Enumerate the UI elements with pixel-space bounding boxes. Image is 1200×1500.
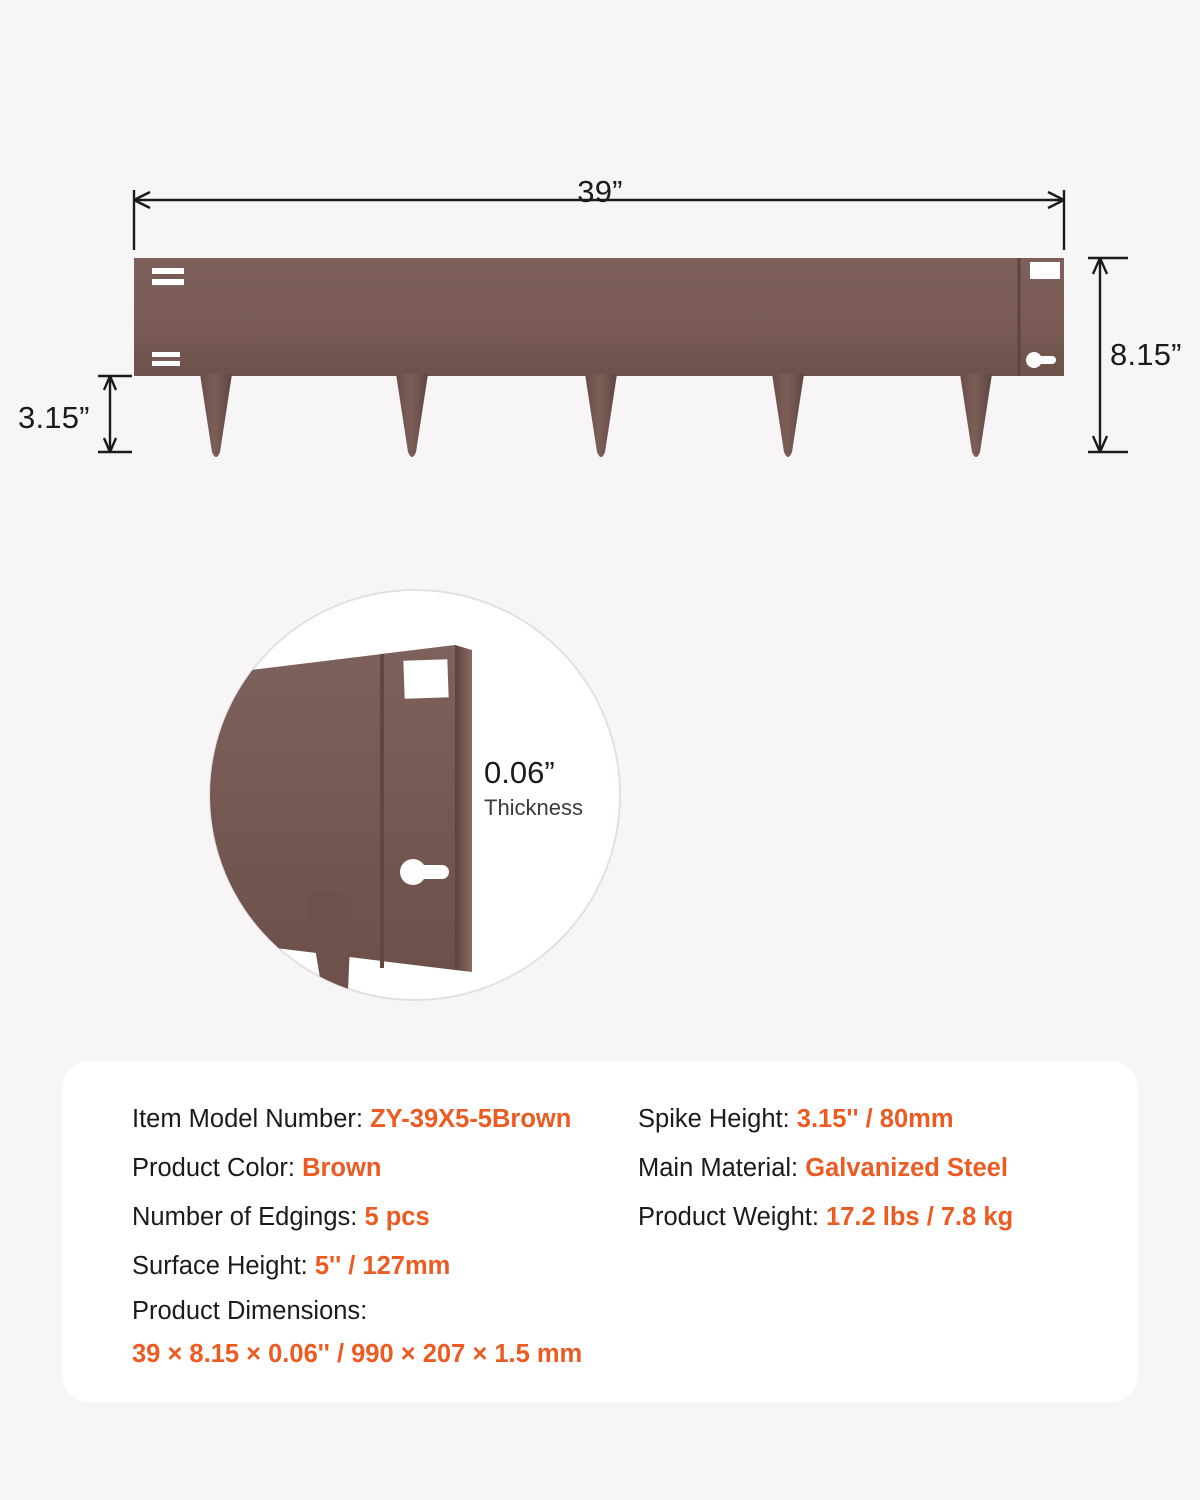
spec-item-number-of-edgings	[132, 1193, 600, 1242]
edging-panel-illustration	[0, 0, 1200, 520]
spec-item-product-color	[132, 1144, 600, 1193]
spec-label: Product Weight:	[638, 1203, 827, 1231]
spec-value: 5'' / 127mm	[314, 1252, 451, 1280]
thickness-caption-label: Thickness	[484, 795, 584, 820]
spec-item-product-weight	[638, 1193, 1102, 1242]
spec-value: 39 × 8.15 × 0.06'' / 990 × 207 × 1.5 mm	[132, 1340, 583, 1368]
spec-label: Main Material:	[638, 1154, 806, 1182]
spec-column-left	[98, 1095, 600, 1375]
spec-value: 3.15'' / 80mm	[796, 1105, 954, 1133]
spec-value: 5 pcs	[364, 1203, 430, 1231]
spec-label: Product Dimensions:	[132, 1297, 368, 1325]
spec-label: Item Model Number:	[132, 1105, 371, 1133]
spec-item-product-dimensions	[132, 1291, 600, 1375]
spikes	[200, 374, 992, 457]
thickness-detail-diagram	[0, 520, 1200, 1040]
spec-value: ZY-39X5-5Brown	[370, 1105, 572, 1133]
spec-value: Brown	[302, 1154, 382, 1182]
spike-height-dimension-line	[98, 376, 132, 452]
specifications-card	[62, 1061, 1138, 1402]
thickness-detail-illustration	[0, 520, 1200, 1040]
height-dimension-label: 8.15”	[1110, 337, 1182, 372]
spec-item-surface-height	[132, 1242, 600, 1291]
thickness-value-label: 0.06”	[484, 755, 555, 790]
spec-value: 17.2 lbs / 7.8 kg	[826, 1203, 1014, 1231]
spec-label: Surface Height:	[132, 1252, 315, 1280]
spec-column-right	[600, 1095, 1102, 1375]
spec-label: Product Color:	[132, 1154, 303, 1182]
spec-item-main-material	[638, 1144, 1102, 1193]
panel-body	[134, 258, 1064, 376]
spec-value: Galvanized Steel	[805, 1154, 1008, 1182]
width-dimension-label: 39”	[577, 174, 623, 209]
spec-item-spike-height	[638, 1095, 1102, 1144]
spec-label: Spike Height:	[638, 1105, 797, 1133]
zoom-circle-content	[210, 645, 472, 1001]
spec-item-model-number	[132, 1095, 600, 1144]
spec-label: Number of Edgings:	[132, 1203, 365, 1231]
product-dimension-diagram	[0, 0, 1200, 520]
spike-height-dimension-label: 3.15”	[18, 400, 90, 435]
